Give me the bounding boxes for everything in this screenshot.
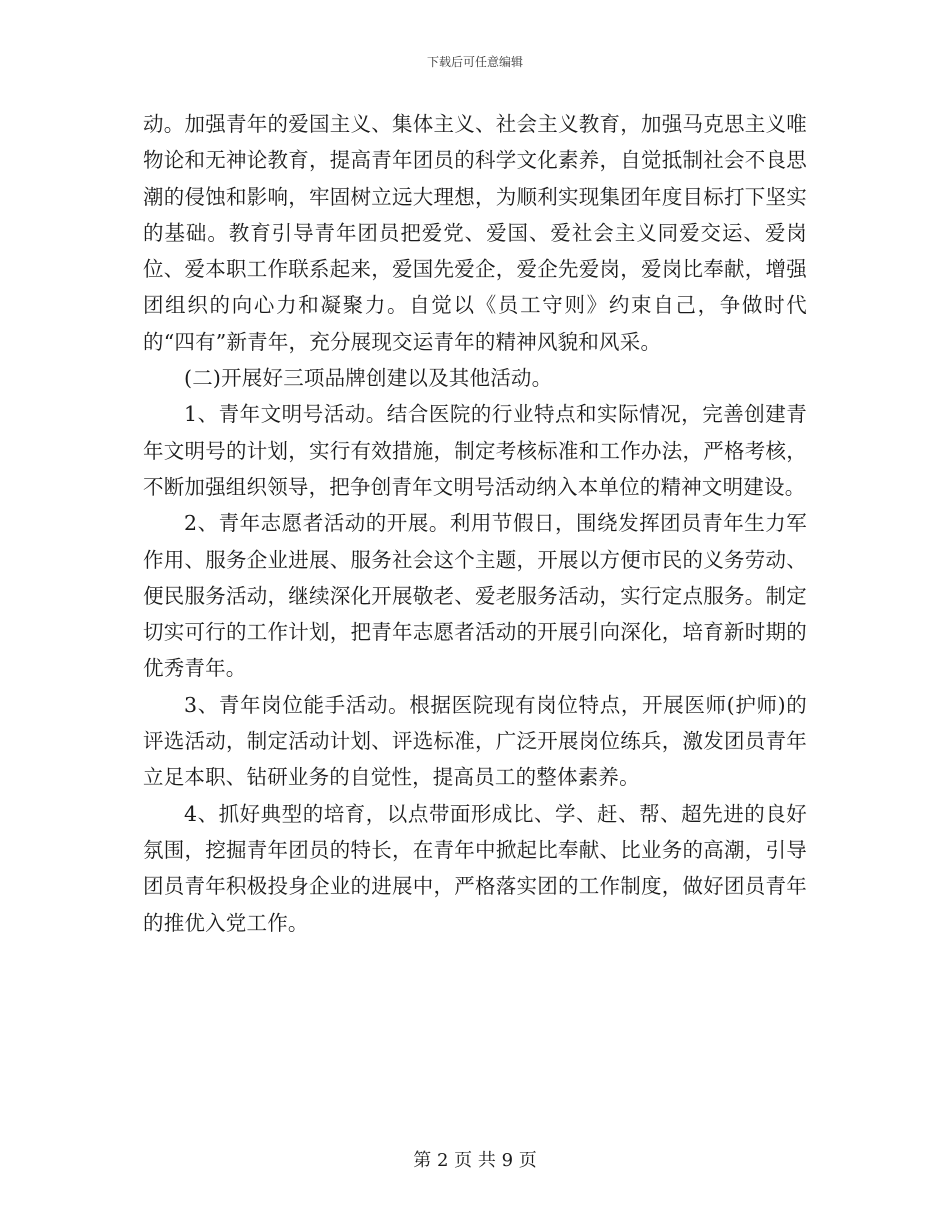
document-body: [143, 106, 807, 941]
paragraph-item-3: 3、青年岗位能手活动。根据医院现有岗位特点，开展医师(护师)的评选活动，制定活动计划、评选标准，广泛开展岗位练兵，激发团员青年立足本职、钻研业务的自觉性，提高员工的整体素养。: [143, 692, 807, 790]
paragraph-item-2: 2、青年志愿者活动的开展。利用节假日，围绕发挥团员青年生力军作用、服务企业进展、服务社会这个主题，开展以方便市民的义务劳动、便民服务活动，继续深化开展敬老、爱老服务活动，实行定点服务。制定切实可行的工作计划，把青年志愿者活动的开展引向深化，培育新时期的优秀青年。: [143, 511, 807, 681]
paragraph-continuation: 动。加强青年的爱国主义、集体主义、社会主义教育，加强马克思主义唯物论和无神论教育，提高青年团员的科学文化素养，自觉抵制社会不良思潮的侵蚀和影响，牢固树立远大理想，为顺利实现集团年度目标打下坚实的基础。教育引导青年团员把爱党、爱国、爱社会主义同爱交运、爱岗位、爱本职工作联系起来，爱国先爱企，爱企先爱岗，爱岗比奉献，增强团组织的向心力和凝聚力。自觉以《员工守则》约束自己，争做时代的“四有”新青年，充分展现交运青年的精神风貌和风采。: [143, 112, 807, 354]
page-number: 第 2 页 共 9 页: [413, 1150, 537, 1171]
paragraph-item-4: 4、抓好典型的培育，以点带面形成比、学、赶、帮、超先进的良好氛围，挖掘青年团员的特长，在青年中掀起比奉献、比业务的高潮，引导团员青年积极投身企业的进展中，严格落实团的工作制度，做好团员青年的推优入党工作。: [143, 801, 807, 935]
header-note: 下载后可任意编辑: [426, 55, 523, 69]
paragraph-item-1: 1、青年文明号活动。结合医院的行业特点和实际情况，完善创建青年文明号的计划，实行有效措施，制定考核标准和工作办法，严格考核，不断加强组织领导，把争创青年文明号活动纳入本单位的精神文明建设。: [143, 402, 807, 499]
section-heading: (二)开展好三项品牌创建以及其他活动。: [184, 366, 553, 391]
